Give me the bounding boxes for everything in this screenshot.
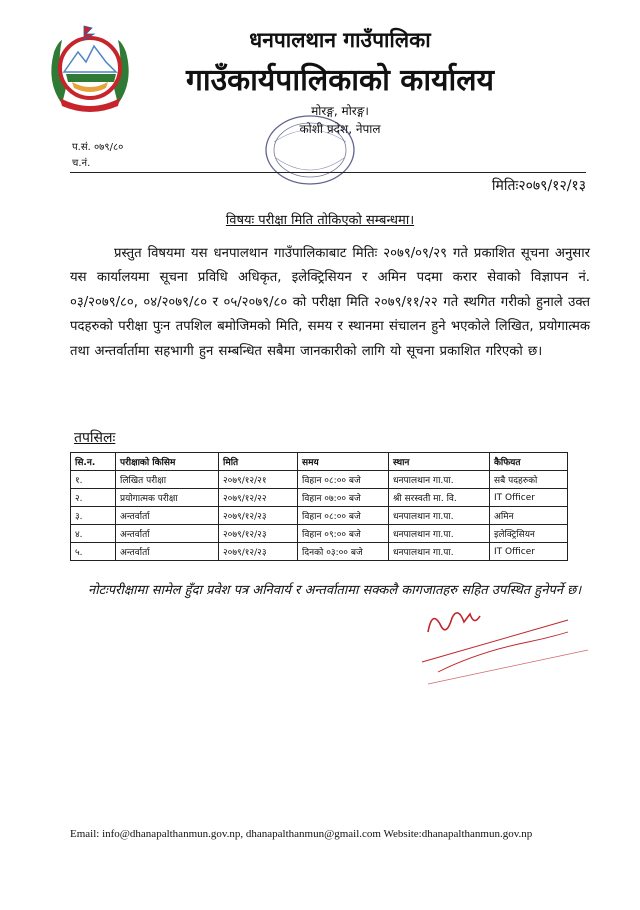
exam-schedule-table [70, 452, 568, 561]
cell-sn: ५. [71, 543, 116, 561]
table-row [71, 489, 568, 507]
note-text: नोटःपरीक्षामा सामेल हुँदा प्रवेश पत्र अनिवार्य र अन्तर्वातामा सक्कलै कागजातहरु सहित उपस्थित हुनेपर्ने छ। [88, 583, 582, 598]
cell-venue: धनपालथान गा.पा. [389, 543, 490, 561]
cell-type: लिखित परीक्षा [116, 471, 219, 489]
col-header-venue: स्थान [389, 453, 490, 471]
cell-remarks: इलेक्ट्रिसियन [490, 525, 568, 543]
office-stamp [262, 112, 358, 188]
reference-block [72, 140, 123, 172]
office-name: गाउँकार्यपालिकाको कार्यालय [185, 63, 494, 98]
address-district: मोरङ्ग, मोरङ्ग। [311, 104, 369, 118]
issue-date: मितिः२०७९/१२/१३ [491, 178, 586, 194]
cell-date: २०७९/१२/२३ [219, 507, 298, 525]
cell-venue: श्री सरस्वती मा. वि. [389, 489, 490, 507]
cell-venue: धनपालथान गा.पा. [389, 525, 490, 543]
chalani-number: च.नं. [72, 158, 91, 169]
col-header-time: समय [298, 453, 389, 471]
cell-time: विहान ०७:०० बजे [298, 489, 389, 507]
subject-line [0, 210, 640, 228]
col-header-date: मिति [219, 453, 298, 471]
cell-date: २०७९/१२/२२ [219, 489, 298, 507]
cell-type: प्रयोगात्मक परीक्षा [116, 489, 219, 507]
table-row [71, 471, 568, 489]
cell-remarks: सबै पदहरुको [490, 471, 568, 489]
col-header-sn: सि.न. [71, 453, 116, 471]
cell-sn: ३. [71, 507, 116, 525]
cell-venue: धनपालथान गा.पा. [389, 507, 490, 525]
header-divider [70, 172, 586, 173]
contact-footer: Email: info@dhanapalthanmun.gov.np, dhanapalthanmun@gmail.com Website:dhanapalthanmun.gov.np [70, 828, 533, 840]
col-header-remarks: कैफियत [490, 453, 568, 471]
cell-remarks: अमिन [490, 507, 568, 525]
cell-venue: धनपालथान गा.पा. [389, 471, 490, 489]
cell-time: विहान ०८:०० बजे [298, 507, 389, 525]
cell-date: २०७९/१२/२३ [219, 525, 298, 543]
cell-type: अन्तर्वार्ता [116, 525, 219, 543]
cell-remarks: IT Officer [490, 543, 568, 561]
municipality-name: धनपालथान गाउँपालिका [249, 28, 431, 52]
cell-type: अन्तर्वार्ता [116, 507, 219, 525]
cell-type: अन्तर्वार्ता [116, 543, 219, 561]
col-header-type: परीक्षाको किसिम [116, 453, 219, 471]
cell-sn: १. [71, 471, 116, 489]
address-province: कोशी प्रदेश, नेपाल [299, 122, 381, 136]
cell-date: २०७९/१२/२१ [219, 471, 298, 489]
table-header-row [71, 453, 568, 471]
tapsil-label: तपसिलः [74, 430, 116, 446]
table-row [71, 525, 568, 543]
officer-signature [418, 602, 598, 697]
subject-text: विषयः परीक्षा मिति तोकिएको सम्बन्धमा। [225, 213, 415, 228]
cell-remarks: IT Officer [490, 489, 568, 507]
table-row [71, 507, 568, 525]
cell-sn: ४. [71, 525, 116, 543]
cell-time: विहान ०८:०० बजे [298, 471, 389, 489]
cell-time: विहान ०९:०० बजे [298, 525, 389, 543]
patra-sankhya: प.सं. ०७९/८० [72, 142, 124, 153]
table-row [71, 543, 568, 561]
cell-sn: २. [71, 489, 116, 507]
cell-date: २०७९/१२/२३ [219, 543, 298, 561]
cell-time: दिनको ०३:०० बजे [298, 543, 389, 561]
notice-body: प्रस्तुत विषयमा यस धनपालथान गाउँपालिकाबाट मितिः २०७९/०९/२९ गते प्रकाशित सूचना अनुसार यस कार्यालयमा सूचना प्रविधि अधिकृत, इलेक्ट्रिसियन र अमिन पदमा करार सेवाको विज्ञापन नं. ०३/२०७९/८०, ०४/२०७९/८० र ०५/२०७९/८० को परीक्षा मिति २०७९/११/२२ गते स्थगित गरीको हुनाले उक्त पदहरुको परीक्षा पुःन तपशिल बमोजिमको मिति, समय र स्थानमा संचालन हुने भएकोले लिखित, प्रयोगात्मक तथा अन्तर्वार्तामा सहभागी हुन सम्बन्धित सबैमा जानकारीको लागि यो सूचना प्रकाशित गरिएको छ। [70, 246, 590, 359]
